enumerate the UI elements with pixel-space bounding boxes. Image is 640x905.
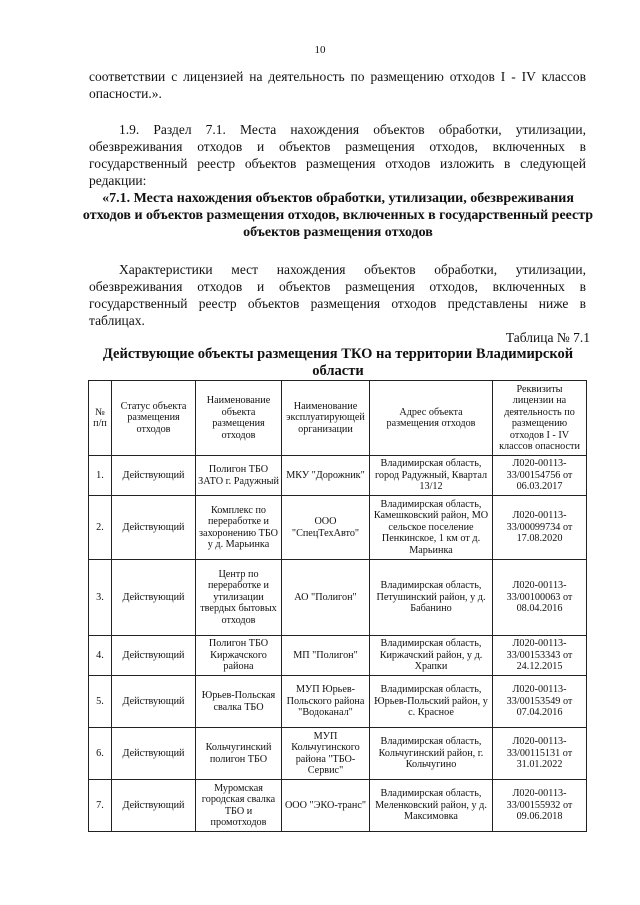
cell-number: 7. [89, 780, 112, 832]
cell-object-name: Центр по переработке и утилизации твердых бытовых отходов [196, 560, 282, 636]
cell-license: Л020-00113-33/00099734 от 17.08.2020 [493, 496, 587, 560]
header-license: Реквизиты лицензии на деятельность по размещению отходов I - IV классов опасности [493, 381, 587, 456]
paragraph-characteristics: Характеристики мест нахождения объектов обработки, утилизации, обезвреживания отходов и объектов размещения отходов, включенных в государственный реестр объектов размещения отходов представлены ниже в таблицах. [89, 262, 586, 328]
cell-license: Л020-00113-33/00155932 от 09.06.2018 [493, 780, 587, 832]
cell-object-name: Муромская городская свалка ТБО и промотходов [196, 780, 282, 832]
cell-operator: МКУ "Дорожник" [282, 456, 370, 496]
cell-number: 2. [89, 496, 112, 560]
cell-address: Владимирская область, Кольчугинский район, г. Кольчугино [370, 728, 493, 780]
cell-address: Владимирская область, Киржачский район, у д. Храпки [370, 636, 493, 676]
table-row [89, 456, 587, 496]
cell-operator: АО "Полигон" [282, 560, 370, 636]
table-title: Действующие объекты размещения ТКО на территории Владимирской области [102, 346, 574, 379]
cell-status: Действующий [112, 560, 196, 636]
cell-object-name: Полигон ТБО ЗАТО г. Радужный [196, 456, 282, 496]
cell-object-name: Комплекс по переработке и захоронению ТБО у д. Марьинка [196, 496, 282, 560]
paragraph-continuation: соответствии с лицензией на деятельность по размещению отходов I - IV классов опасности.». [89, 69, 586, 101]
cell-number: 3. [89, 560, 112, 636]
table-row [89, 780, 587, 832]
cell-status: Действующий [112, 780, 196, 832]
cell-status: Действующий [112, 728, 196, 780]
header-object-name: Наименование объекта размещения отходов [196, 381, 282, 456]
cell-address: Владимирская область, город Радужный, Квартал 13/12 [370, 456, 493, 496]
cell-status: Действующий [112, 456, 196, 496]
cell-license: Л020-00113-33/00100063 от 08.04.2016 [493, 560, 587, 636]
header-status: Статус объекта размещения отходов [112, 381, 196, 456]
section-heading: «7.1. Места нахождения объектов обработки, утилизации, обезвреживания отходов и объектов размещения отходов, включенных в государственный реестр объектов размещения отходов [82, 191, 594, 240]
table-row [89, 728, 587, 780]
cell-address: Владимирская область, Юрьев-Польский район, у с. Красное [370, 676, 493, 728]
cell-object-name: Кольчугинский полигон ТБО [196, 728, 282, 780]
table-label: Таблица № 7.1 [505, 330, 590, 345]
cell-operator: ООО "СпецТехАвто" [282, 496, 370, 560]
cell-operator: МУП Кольчугинского района "ТБО-Сервис" [282, 728, 370, 780]
cell-number: 1. [89, 456, 112, 496]
table-row [89, 636, 587, 676]
cell-number: 5. [89, 676, 112, 728]
cell-number: 4. [89, 636, 112, 676]
table-header-row [89, 381, 587, 456]
header-address: Адрес объекта размещения отходов [370, 381, 493, 456]
cell-license: Л020-00113-33/00153549 от 07.04.2016 [493, 676, 587, 728]
cell-number: 6. [89, 728, 112, 780]
cell-status: Действующий [112, 636, 196, 676]
table-row [89, 496, 587, 560]
cell-status: Действующий [112, 676, 196, 728]
cell-operator: МУП Юрьев-Польского района "Водоканал" [282, 676, 370, 728]
cell-license: Л020-00113-33/00115131 от 31.01.2022 [493, 728, 587, 780]
header-number: № п/п [89, 381, 112, 456]
cell-operator: ООО "ЭКО-транс" [282, 780, 370, 832]
header-operator: Наименование эксплуатирующей организации [282, 381, 370, 456]
table-row [89, 676, 587, 728]
cell-license: Л020-00113-33/00153343 от 24.12.2015 [493, 636, 587, 676]
paragraph-section-1-9: 1.9. Раздел 7.1. Места нахождения объектов обработки, утилизации, обезвреживания отходов и объектов размещения отходов, включенных в государственный реестр объектов размещения отходов изложить в следующей редакции: [89, 122, 586, 188]
cell-address: Владимирская область, Меленковский район, у д. Максимовка [370, 780, 493, 832]
cell-object-name: Полигон ТБО Киржачского района [196, 636, 282, 676]
landfill-table [88, 380, 587, 832]
cell-license: Л020-00113-33/00154756 от 06.03.2017 [493, 456, 587, 496]
cell-address: Владимирская область, Петушинский район, у д. Бабанино [370, 560, 493, 636]
cell-status: Действующий [112, 496, 196, 560]
cell-object-name: Юрьев-Польская свалка ТБО [196, 676, 282, 728]
page-number: 10 [314, 44, 326, 56]
cell-address: Владимирская область, Камешковский район, МО сельское поселение Пенкинское, 1 км от д. Марьинка [370, 496, 493, 560]
table-row [89, 560, 587, 636]
cell-operator: МП "Полигон" [282, 636, 370, 676]
